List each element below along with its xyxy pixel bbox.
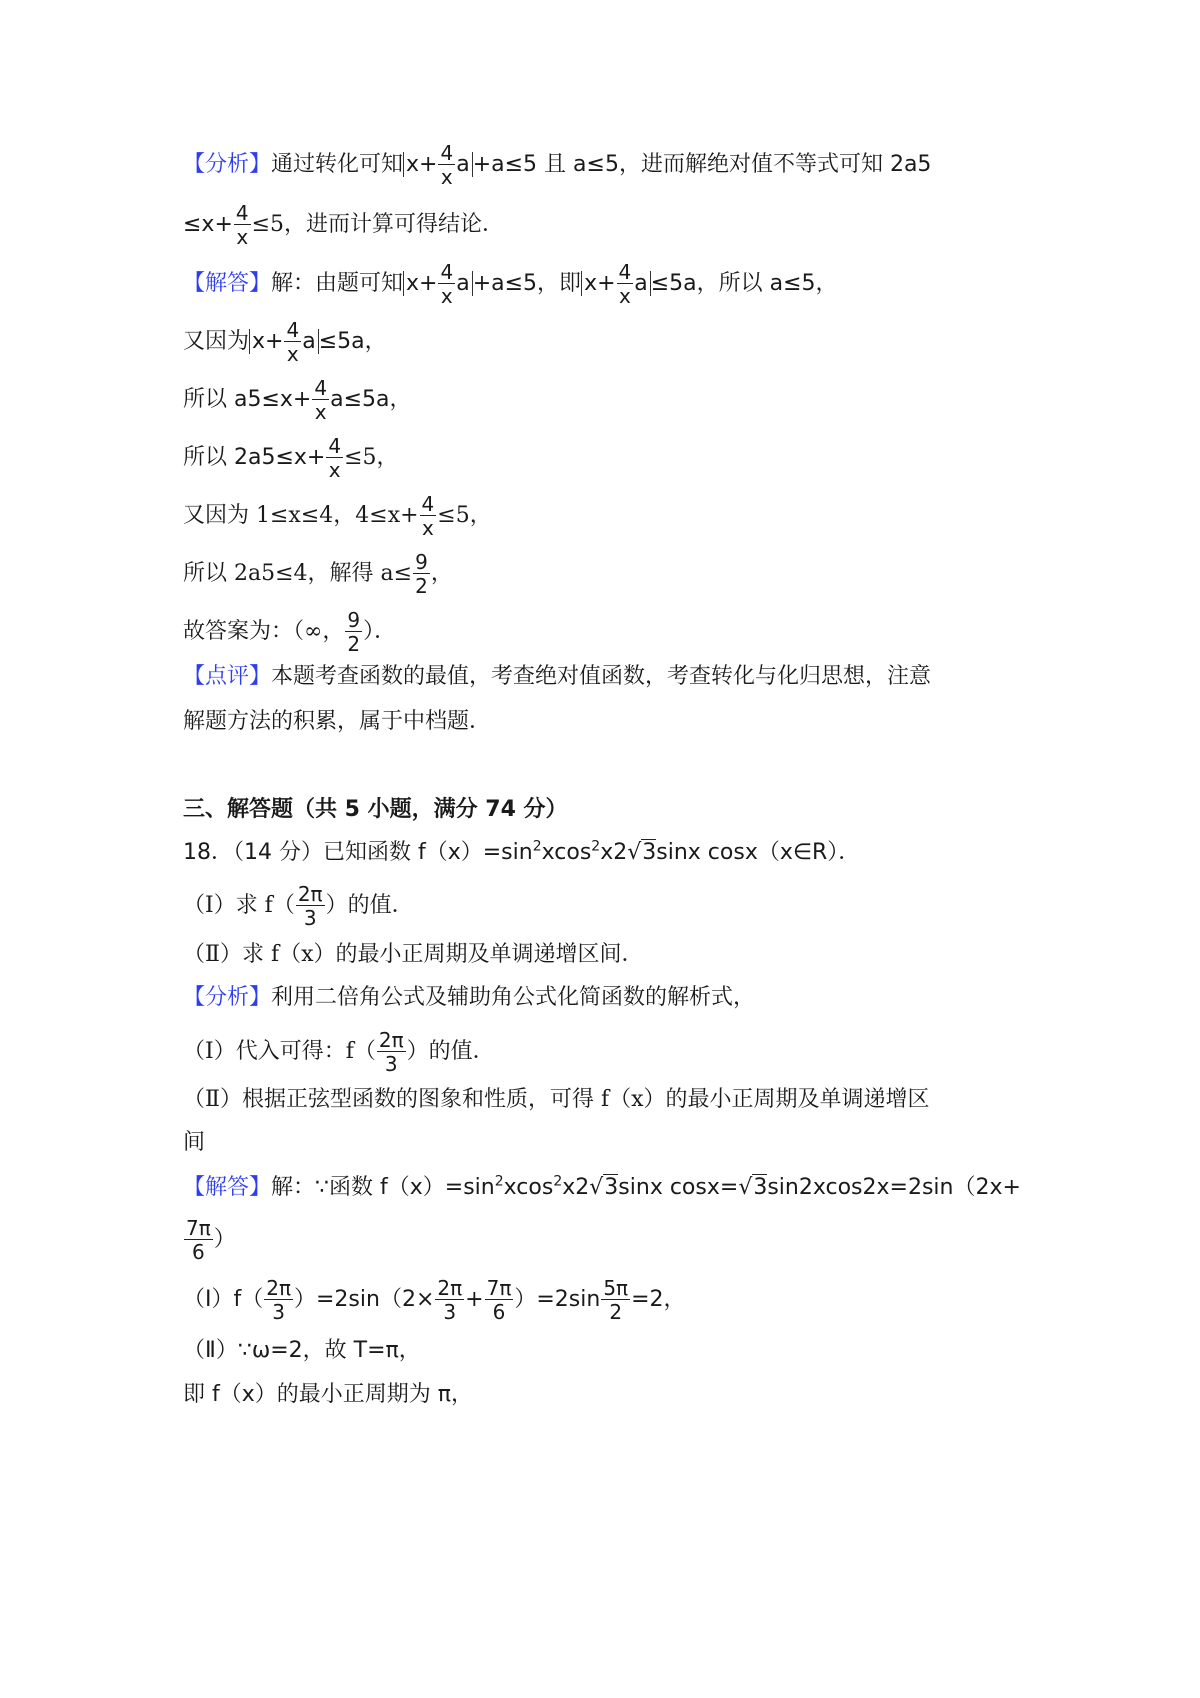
denominator: x bbox=[440, 284, 453, 308]
problem-18-part-1 bbox=[183, 884, 414, 928]
answer-line-4 bbox=[183, 436, 399, 480]
denominator: x bbox=[618, 284, 631, 308]
analysis2-line-3 bbox=[183, 1085, 930, 1115]
denominator: x bbox=[440, 165, 453, 189]
superscript: 2 bbox=[494, 1173, 504, 1190]
numerator: 5π bbox=[603, 1276, 629, 1300]
text: ）=2sin bbox=[514, 1287, 601, 1312]
text: +a≤5，即 bbox=[472, 271, 582, 296]
text: x+ bbox=[252, 329, 284, 354]
problem-18-part-2 bbox=[183, 940, 644, 970]
denominator: 3 bbox=[272, 1300, 285, 1324]
fraction-4-over-x bbox=[326, 436, 343, 480]
text: 利用二倍角公式及辅助角公式化简函数的解析式， bbox=[271, 985, 756, 1010]
text: 18．（14 分）已知函数 f（x）=sin bbox=[183, 840, 533, 865]
text: 解：∵函数 f（x）=sin bbox=[271, 1175, 495, 1200]
comment-line-2 bbox=[183, 707, 491, 737]
text: x+ bbox=[584, 271, 616, 296]
analysis2-line-4 bbox=[183, 1128, 205, 1158]
answer2-line-4 bbox=[183, 1336, 421, 1366]
fraction-2pi-over-3 bbox=[435, 1278, 464, 1322]
answer-line-5 bbox=[183, 494, 492, 538]
text: （Ⅱ）∵ω=2，故 T=π， bbox=[183, 1338, 421, 1363]
text: 又因为 bbox=[183, 329, 250, 354]
answer2-line-2 bbox=[183, 1218, 236, 1262]
numerator: 4 bbox=[618, 260, 632, 284]
absolute-value bbox=[581, 260, 651, 308]
sqrt-radicand: 3 bbox=[642, 840, 657, 865]
fraction-4-over-x bbox=[438, 143, 455, 187]
text: a bbox=[302, 329, 316, 354]
text: ≤5， bbox=[437, 503, 492, 528]
text: （Ⅱ）求 f（x）的最小正周期及单调递增区间． bbox=[183, 942, 644, 967]
text: a bbox=[634, 271, 648, 296]
text: 解题方法的积累，属于中档题． bbox=[183, 709, 492, 734]
text: x2 bbox=[562, 1175, 590, 1200]
numerator: 4 bbox=[421, 492, 435, 516]
text: ）． bbox=[363, 619, 397, 644]
text: sin2xcos2x=2sin（2x+ bbox=[767, 1175, 1021, 1200]
text: ）=2sin（2× bbox=[294, 1287, 435, 1312]
sqrt-sign: √ bbox=[627, 840, 642, 865]
text: ）的值． bbox=[406, 1039, 495, 1064]
text: xcos bbox=[503, 1175, 554, 1200]
absolute-value bbox=[249, 318, 319, 366]
numerator: 4 bbox=[286, 318, 300, 342]
sqrt-radicand: 3 bbox=[604, 1175, 619, 1200]
superscript: 2 bbox=[532, 838, 542, 855]
denominator: x bbox=[286, 342, 299, 366]
superscript: 2 bbox=[553, 1173, 563, 1190]
answer-line-7 bbox=[183, 610, 396, 654]
numerator: 2π bbox=[266, 1276, 291, 1300]
fraction-4-over-x bbox=[234, 203, 251, 247]
analysis2-line-2 bbox=[183, 1030, 495, 1074]
text: xcos bbox=[541, 840, 592, 865]
fraction-7pi-over-6 bbox=[485, 1278, 514, 1322]
text: ≤5a，所以 a≤5， bbox=[650, 271, 838, 296]
text: =2， bbox=[631, 1287, 686, 1312]
fraction-2pi-over-3 bbox=[264, 1278, 293, 1322]
fraction-4-over-x bbox=[420, 494, 437, 538]
text: ， bbox=[430, 561, 453, 586]
analysis2-line-1 bbox=[183, 983, 755, 1013]
fraction-5pi-over-2 bbox=[601, 1278, 630, 1322]
denominator: 2 bbox=[609, 1300, 623, 1324]
answer-line-3 bbox=[183, 378, 412, 422]
text: ） bbox=[213, 1227, 236, 1252]
analysis-tag: 【分析】 bbox=[183, 985, 272, 1010]
denominator: 2 bbox=[415, 574, 428, 598]
numerator: 2π bbox=[437, 1276, 463, 1300]
text: 所以 a5≤x+ bbox=[183, 387, 312, 412]
text: ）的值． bbox=[325, 893, 414, 918]
text: sinx cosx= bbox=[618, 1175, 739, 1200]
text: sinx cosx（x∈R）． bbox=[656, 840, 861, 865]
text: x2 bbox=[600, 840, 628, 865]
text: ≤5， bbox=[344, 445, 399, 470]
problem-18-stem bbox=[183, 838, 860, 868]
numerator: 7π bbox=[486, 1276, 512, 1300]
superscript: 2 bbox=[591, 838, 601, 855]
denominator: 2 bbox=[347, 632, 361, 656]
answer-line-6 bbox=[183, 552, 453, 596]
analysis-line-2 bbox=[183, 203, 504, 247]
text: x+ bbox=[406, 152, 438, 177]
text: 所以 2a5≤4，解得 a≤ bbox=[183, 561, 413, 586]
fraction-4-over-x bbox=[438, 262, 455, 306]
text: 间 bbox=[183, 1130, 206, 1155]
numerator: 4 bbox=[440, 260, 454, 284]
answer2-line-1 bbox=[183, 1173, 1021, 1203]
analysis-line-1 bbox=[183, 143, 931, 187]
answer2-line-3 bbox=[183, 1278, 686, 1322]
fraction-7pi-over-6 bbox=[184, 1218, 213, 1262]
sqrt-sign: √ bbox=[589, 1175, 604, 1200]
numerator: 7π bbox=[186, 1216, 211, 1240]
comment-line-1 bbox=[183, 662, 931, 692]
absolute-value bbox=[403, 141, 473, 189]
fraction-4-over-x bbox=[617, 262, 634, 306]
absolute-value bbox=[403, 260, 473, 308]
fraction-9-over-2 bbox=[345, 610, 362, 654]
text: + bbox=[465, 1287, 484, 1312]
numerator: 9 bbox=[347, 608, 361, 632]
numerator: 2π bbox=[297, 882, 323, 906]
denominator: x bbox=[421, 516, 434, 540]
fraction-2pi-over-3 bbox=[377, 1030, 406, 1074]
text: （Ⅰ）代入可得：f（ bbox=[183, 1039, 376, 1064]
analysis-tag: 【分析】 bbox=[183, 152, 272, 177]
answer-tag: 【解答】 bbox=[183, 271, 272, 296]
text: （Ⅰ）求 f（ bbox=[183, 893, 295, 918]
numerator: 9 bbox=[415, 550, 428, 574]
numerator: 4 bbox=[314, 376, 328, 400]
text: ≤x+ bbox=[183, 212, 233, 237]
text: +a≤5 且 a≤5，进而解绝对值不等式可知 2a5 bbox=[472, 152, 932, 177]
answer-line-1 bbox=[183, 262, 838, 306]
text: a bbox=[456, 271, 470, 296]
denominator: 6 bbox=[492, 1300, 506, 1324]
text: 通过转化可知 bbox=[271, 152, 404, 177]
denominator: 3 bbox=[384, 1052, 398, 1076]
answer-tag: 【解答】 bbox=[183, 1175, 272, 1200]
fraction-4-over-x bbox=[284, 320, 301, 364]
denominator: 3 bbox=[443, 1300, 457, 1324]
text: ≤5，进而计算可得结论． bbox=[251, 212, 505, 237]
denominator: x bbox=[314, 400, 327, 424]
text: （Ⅰ）f（ bbox=[183, 1287, 264, 1312]
comment-tag: 【点评】 bbox=[183, 664, 272, 689]
sqrt-radicand: 3 bbox=[753, 1175, 768, 1200]
text: 所以 2a5≤x+ bbox=[183, 445, 326, 470]
numerator: 4 bbox=[235, 201, 249, 225]
section-heading: 三、解答题（共 5 小题，满分 74 分） bbox=[183, 797, 568, 822]
numerator: 4 bbox=[328, 434, 342, 458]
denominator: x bbox=[236, 225, 249, 249]
text: 解：由题可知 bbox=[271, 271, 404, 296]
text: 又因为 1≤x≤4，4≤x+ bbox=[183, 503, 419, 528]
numerator: 2π bbox=[378, 1028, 404, 1052]
fraction-4-over-x bbox=[312, 378, 329, 422]
text: a bbox=[456, 152, 470, 177]
sqrt-sign: √ bbox=[738, 1175, 753, 1200]
text: （Ⅱ）根据正弦型函数的图象和性质，可得 f（x）的最小正周期及单调递增区 bbox=[183, 1087, 930, 1112]
denominator: 3 bbox=[303, 906, 317, 930]
text: a≤5a， bbox=[330, 387, 412, 412]
numerator: 4 bbox=[440, 141, 454, 165]
denominator: x bbox=[328, 458, 341, 482]
answer2-line-5 bbox=[183, 1380, 473, 1410]
text: 故答案为：（∞， bbox=[183, 619, 345, 644]
text: 本题考查函数的最值，考查绝对值函数，考查转化与化归思想，注意 bbox=[271, 664, 932, 689]
text: 即 f（x）的最小正周期为 π， bbox=[183, 1382, 473, 1407]
answer-line-2 bbox=[183, 320, 387, 364]
text: x+ bbox=[406, 271, 438, 296]
fraction-2pi-over-3 bbox=[296, 884, 325, 928]
text: ≤5a， bbox=[318, 329, 387, 354]
fraction-9-over-2 bbox=[413, 552, 430, 596]
denominator: 6 bbox=[192, 1240, 205, 1264]
